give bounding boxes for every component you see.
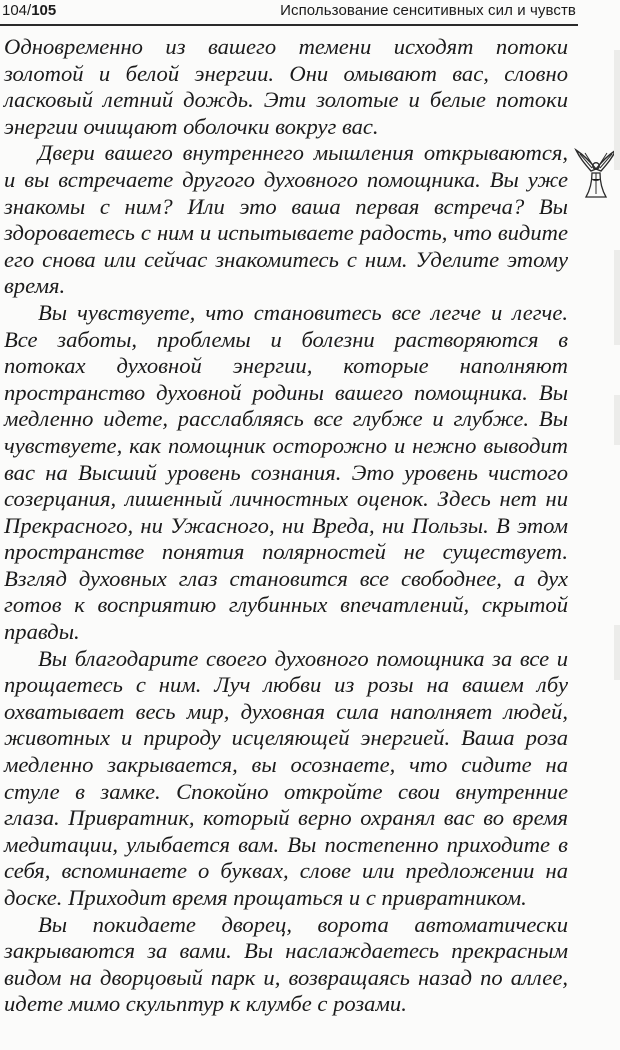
page-edge-shadow — [614, 395, 620, 445]
main-text — [4, 34, 568, 1018]
angel-icon — [574, 148, 618, 200]
paragraph-1: Одновременно из вашего темени исходят потоки золотой и белой энергии. Они омывают вас, словно ласковый летний дождь. Эти золотые и белые потоки энергии очищают оболочки вокруг вас. — [4, 34, 568, 139]
paragraph-2: Двери вашего внутреннего мышления открываются, и вы встречаете другого духовного помощника. Вы уже знакомы с ним? Или это ваша первая встреча? Вы здороваетесь с ним и испытываете радость, что видите его снова или сейчас знакомитесь с ним. Уделите этому время. — [4, 140, 568, 299]
page-edge-shadow — [614, 250, 620, 345]
page-number-separator: / — [27, 2, 32, 19]
running-title: Использование сенситивных сил и чувств — [280, 2, 576, 19]
paragraph-3: Вы чувствуете, что становитесь все легче и легче. Все заботы, проблемы и болезни растворяются в потоках духовной энергии, которые наполняют пространство духовной родины вашего помощника. Вы медленно идете, расслабляясь все глубже и глубже. Вы чувствуете, как помощник осторожно и нежно выводит вас на Высший уровень сознания. Это уровень чистого созерцания, лишенный личностных оценок. Здесь нет ни Прекрасного, ни Ужасного, ни Вреда, ни Пользы. В этом пространстве понятия полярностей не существует. Взгляд духовных глаз становится все свободнее, а дух готов к восприятию глубинных впечатлений, скрытой правды. — [4, 299, 568, 645]
page-number-current: 105 — [31, 2, 57, 19]
page-edge-shadow — [614, 625, 620, 680]
paragraph-4: Вы благодарите своего духовного помощника за все и прощаетесь с ним. Луч любви из розы на вашем лбу охватывает весь мир, духовная сила наполняет людей, животных и природу исцеляющей энергией. Ваша роза медленно закрывается, вы осознаете, что сидите на стуле в замке. Спокойно откройте свои внутренние глаза. Привратник, который верно охранял вас во время медитации, улыбается вам. Вы постепенно приходите в себя, вспоминаете о буквах, слове или предложении на доске. Приходит время прощаться и с привратником. — [4, 645, 568, 910]
page-numbers — [2, 0, 56, 22]
page-edge-shadow — [614, 50, 620, 170]
paragraph-5: Вы покидаете дворец, ворота автоматически закрываются за вами. Вы наслаждаетесь прекрасным видом на дворцовый парк и, возвращаясь назад по аллее, идете мимо скульптур к клумбе с розами. — [4, 911, 568, 1017]
page-header — [0, 0, 578, 26]
page-number-left: 104 — [2, 2, 28, 19]
